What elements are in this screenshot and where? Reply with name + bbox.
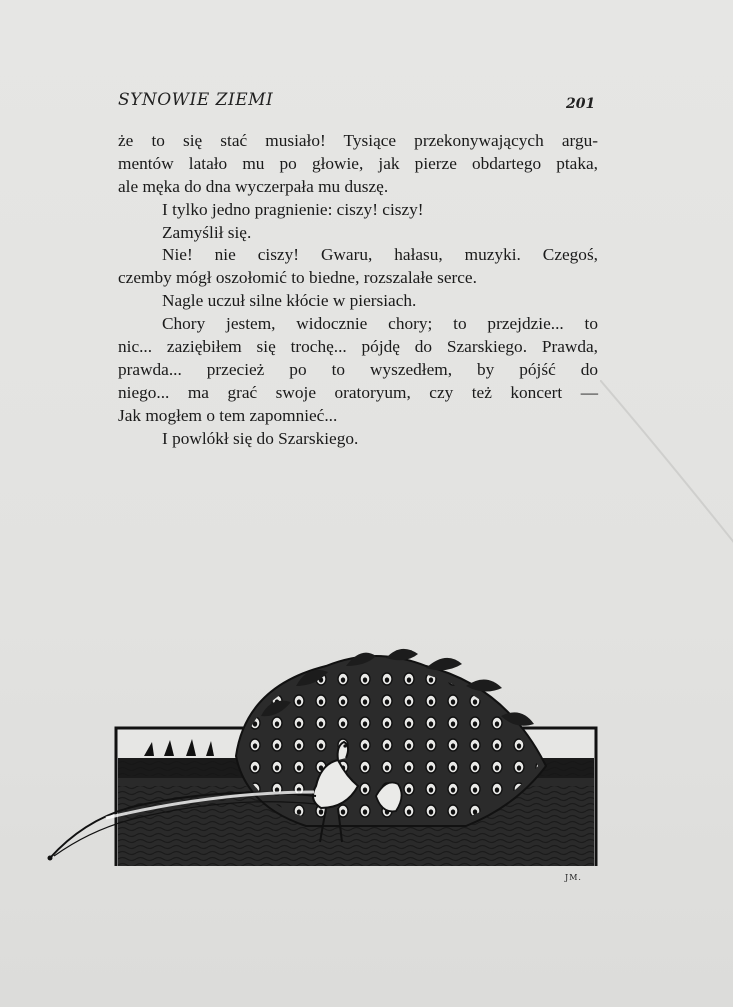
artist-signature: JM. [565, 873, 582, 882]
text-line: mentów latało mu po głowie, jak pierze obdartego ptaka, [118, 153, 598, 173]
body-text [118, 130, 598, 450]
text-line: Nagle uczuł silne kłócie w piersiach. [162, 291, 417, 311]
page-crease [600, 380, 733, 580]
text-line: I powlókł się do Szarskiego. [162, 428, 359, 448]
text-line: I tylko jedno pragnienie: ciszy! ciszy! [162, 199, 424, 219]
text-line: ale męka do dna wyczerpała mu duszę. [118, 176, 389, 196]
peacock-vignette-illustration [46, 646, 606, 866]
text-line: Chory jestem, widocznie chory; to przejdzie... to [162, 314, 598, 334]
text-line: czemby mógł oszołomić to biedne, rozszalałe serce. [118, 268, 477, 288]
text-line: Nie! nie ciszy! Gwaru, hałasu, muzyki. Czegoś, [162, 245, 598, 265]
text-line: prawda... przecież po to wyszedłem, by pójść do [118, 359, 598, 379]
text-line: że to się stać musiało! Tysiące przekonywających argu- [118, 131, 598, 150]
text-line: Jak mogłem o tem zapomnieć... [118, 405, 338, 425]
text-line: Zamyślił się. [162, 222, 252, 242]
text-line: niego... ma grać swoje oratoryum, czy też koncert — [118, 382, 598, 402]
running-head: SYNOWIE ZIEMI [118, 90, 274, 110]
page-number: 201 [566, 96, 596, 112]
text-line: nic... zaziębiłem się trochę... pójdę do Szarskiego. Prawda, [118, 337, 598, 357]
